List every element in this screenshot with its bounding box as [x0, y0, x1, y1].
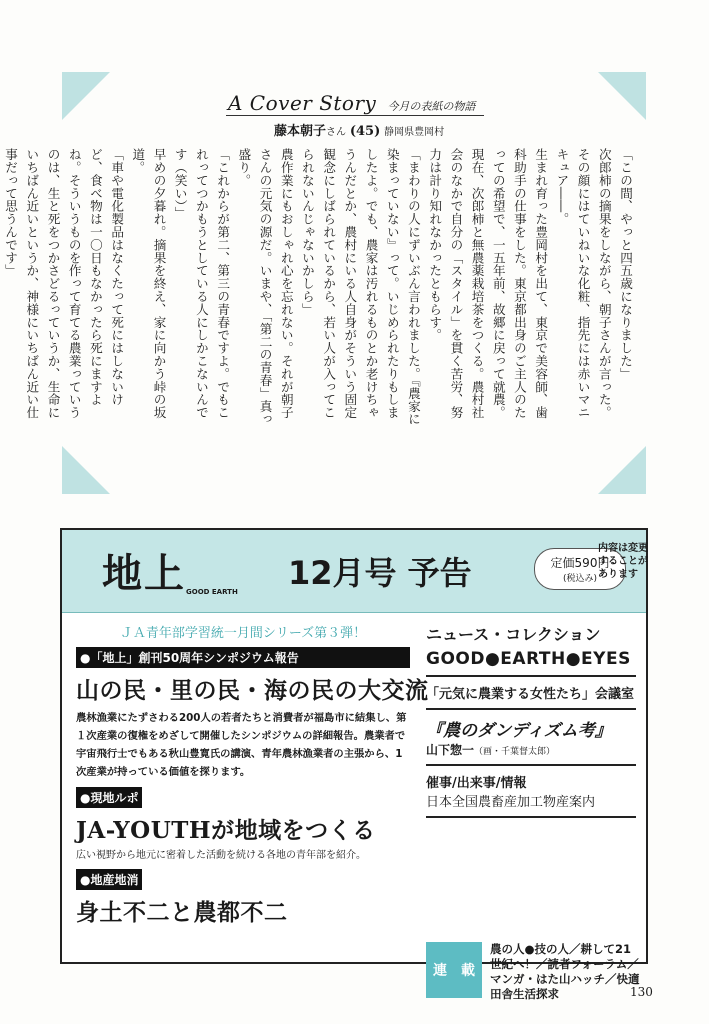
author-note: （画・千葉督太郎） — [474, 747, 556, 757]
preview-header — [62, 530, 646, 613]
feature-item: 催事/出来事/情報 — [426, 776, 527, 791]
section-headline: 身土不二と農都不二 — [76, 899, 288, 926]
serial-list: 農の人●技の人／耕して21世紀へ！／読者フォーラム／マンガ・はた山ハッチ／快適田舎生活探求 — [490, 942, 640, 1001]
preview-right-column — [426, 622, 640, 1001]
author-name: 山下惣一 — [426, 743, 475, 757]
magazine-logo: 地上 — [102, 551, 186, 597]
section-label: ●「地上」創刊50周年シンポジウム報告 — [76, 647, 410, 668]
good-earth-eyes-title: GOOD●EARTH●EYES — [426, 649, 631, 669]
section-headline: JA-YOUTHが地域をつくる — [76, 817, 376, 844]
byline — [274, 120, 444, 139]
person-name: 藤本朝子 — [274, 124, 327, 139]
corner-decoration — [598, 72, 646, 120]
cover-story-title — [228, 91, 568, 115]
cover-story-title-jp: 今月の表紙の物語 — [387, 100, 476, 113]
corner-decoration — [62, 72, 110, 120]
divider — [426, 816, 636, 818]
news-collection-title: ニュース・コレクション — [426, 625, 601, 644]
change-note: 内容は変更することがあります — [598, 543, 648, 580]
section-description: 農林漁業にたずさわる200人の若者たちと消費者が福島市に結集し、第１次産業の復権をめざして開催したシンポジウムの詳細報告。農業者で宇宙飛行士でもある秋山豊寛氏の講演、青年農林漁業者の主張から、1次産業が持っている価値を探ります。 — [76, 712, 407, 778]
story-paragraph: 「車や電化製品はなくたって死にはしないけど、食べ物は一〇日もなかったら死にますよね。そういうものを作って育てる農業っていうのは、生と死をつかさどるっていうか、生命にいちばん近いというか、神様にいちばん近い仕事だって思うんです」 — [3, 148, 125, 419]
corner-decoration — [62, 446, 110, 494]
feature-author — [426, 741, 636, 758]
cover-story-title-en: A Cover Story — [228, 91, 377, 115]
price: 定価590円 — [550, 556, 610, 570]
divider — [426, 675, 636, 677]
story-paragraph: 生まれ育った豊岡村を出て、東京で美容師、歯科助手の仕事をした。東京都出身のご主人のたっての希望で、一五年前、故郷に戻って就農。現在、次郎柿と無農薬栽培茶をつくる。農村社会のなかで自分の「スタイル」を貫く苦労、努力は計り知れなかったともらす。 — [427, 148, 549, 419]
magazine-logo-sub: GOOD EARTH — [186, 588, 238, 596]
section-label: ●現地ルポ — [76, 787, 142, 808]
story-paragraph: 「これからが第二、第三の青春ですよ。でもこれってつかもうとしている人にしかこないんです（笑い）」 — [172, 148, 231, 419]
section-label: ●地産地消 — [76, 869, 142, 890]
person-location: 静岡県豊岡村 — [384, 127, 445, 138]
serial-label: 連 載 — [426, 942, 482, 998]
feature-item: 日本全国農畜産加工物産案内 — [426, 795, 596, 810]
story-paragraph: 「まわりの人にずいぶん言われました。『農家に染まっていない』って。いじめられたりもしましたよ。でも、農家は汚れるものとか老けちゃうんだとか、農村にいる人自身がそういう固定観念にしばられているから、若い人が入ってこられないんじゃないかしら」 — [299, 148, 421, 426]
section-description: 広い視野から地元に密着した活動を続ける各地の青年部を紹介。 — [76, 850, 366, 861]
serial-section — [426, 942, 640, 1002]
corner-decoration — [598, 446, 646, 494]
honorific: さん — [326, 127, 347, 138]
preview-left-column — [76, 622, 429, 931]
price-tax: (税込み) — [562, 574, 598, 584]
divider — [226, 115, 484, 116]
story-paragraph: 次郎柿の摘果をしながら、朝子さんが言った。その顔にはていねいな化粧、指先には赤いマニキュア――。 — [554, 148, 612, 419]
story-body — [3, 148, 636, 430]
person-age: (45) — [349, 124, 381, 139]
feature-item: 「元気に農業する女性たち」会議室 — [426, 687, 635, 702]
feature-title: 『農のダンディズム考』 — [426, 721, 612, 741]
issue-title: 12月号 予告 — [288, 554, 472, 592]
divider — [426, 708, 636, 710]
series-banner: ＪＡ青年部学習統一月間シリーズ第３弾！ — [119, 626, 367, 641]
story-paragraph: 農作業にもおしゃれ心を忘れない。それが朝子さんの元気の源だ。いまや、「第二の青春」真っ盛り。 — [236, 148, 294, 426]
story-paragraph: 「この間、やっと四五歳になりました」 — [618, 148, 633, 381]
page-number: 130 — [630, 985, 653, 999]
section-headline: 山の民・里の民・海の民の大交流 — [76, 677, 429, 704]
story-paragraph: 早めの夕暮れ。摘果を終え、家に向かう峠の坂道。 — [130, 148, 167, 419]
divider — [426, 764, 636, 766]
